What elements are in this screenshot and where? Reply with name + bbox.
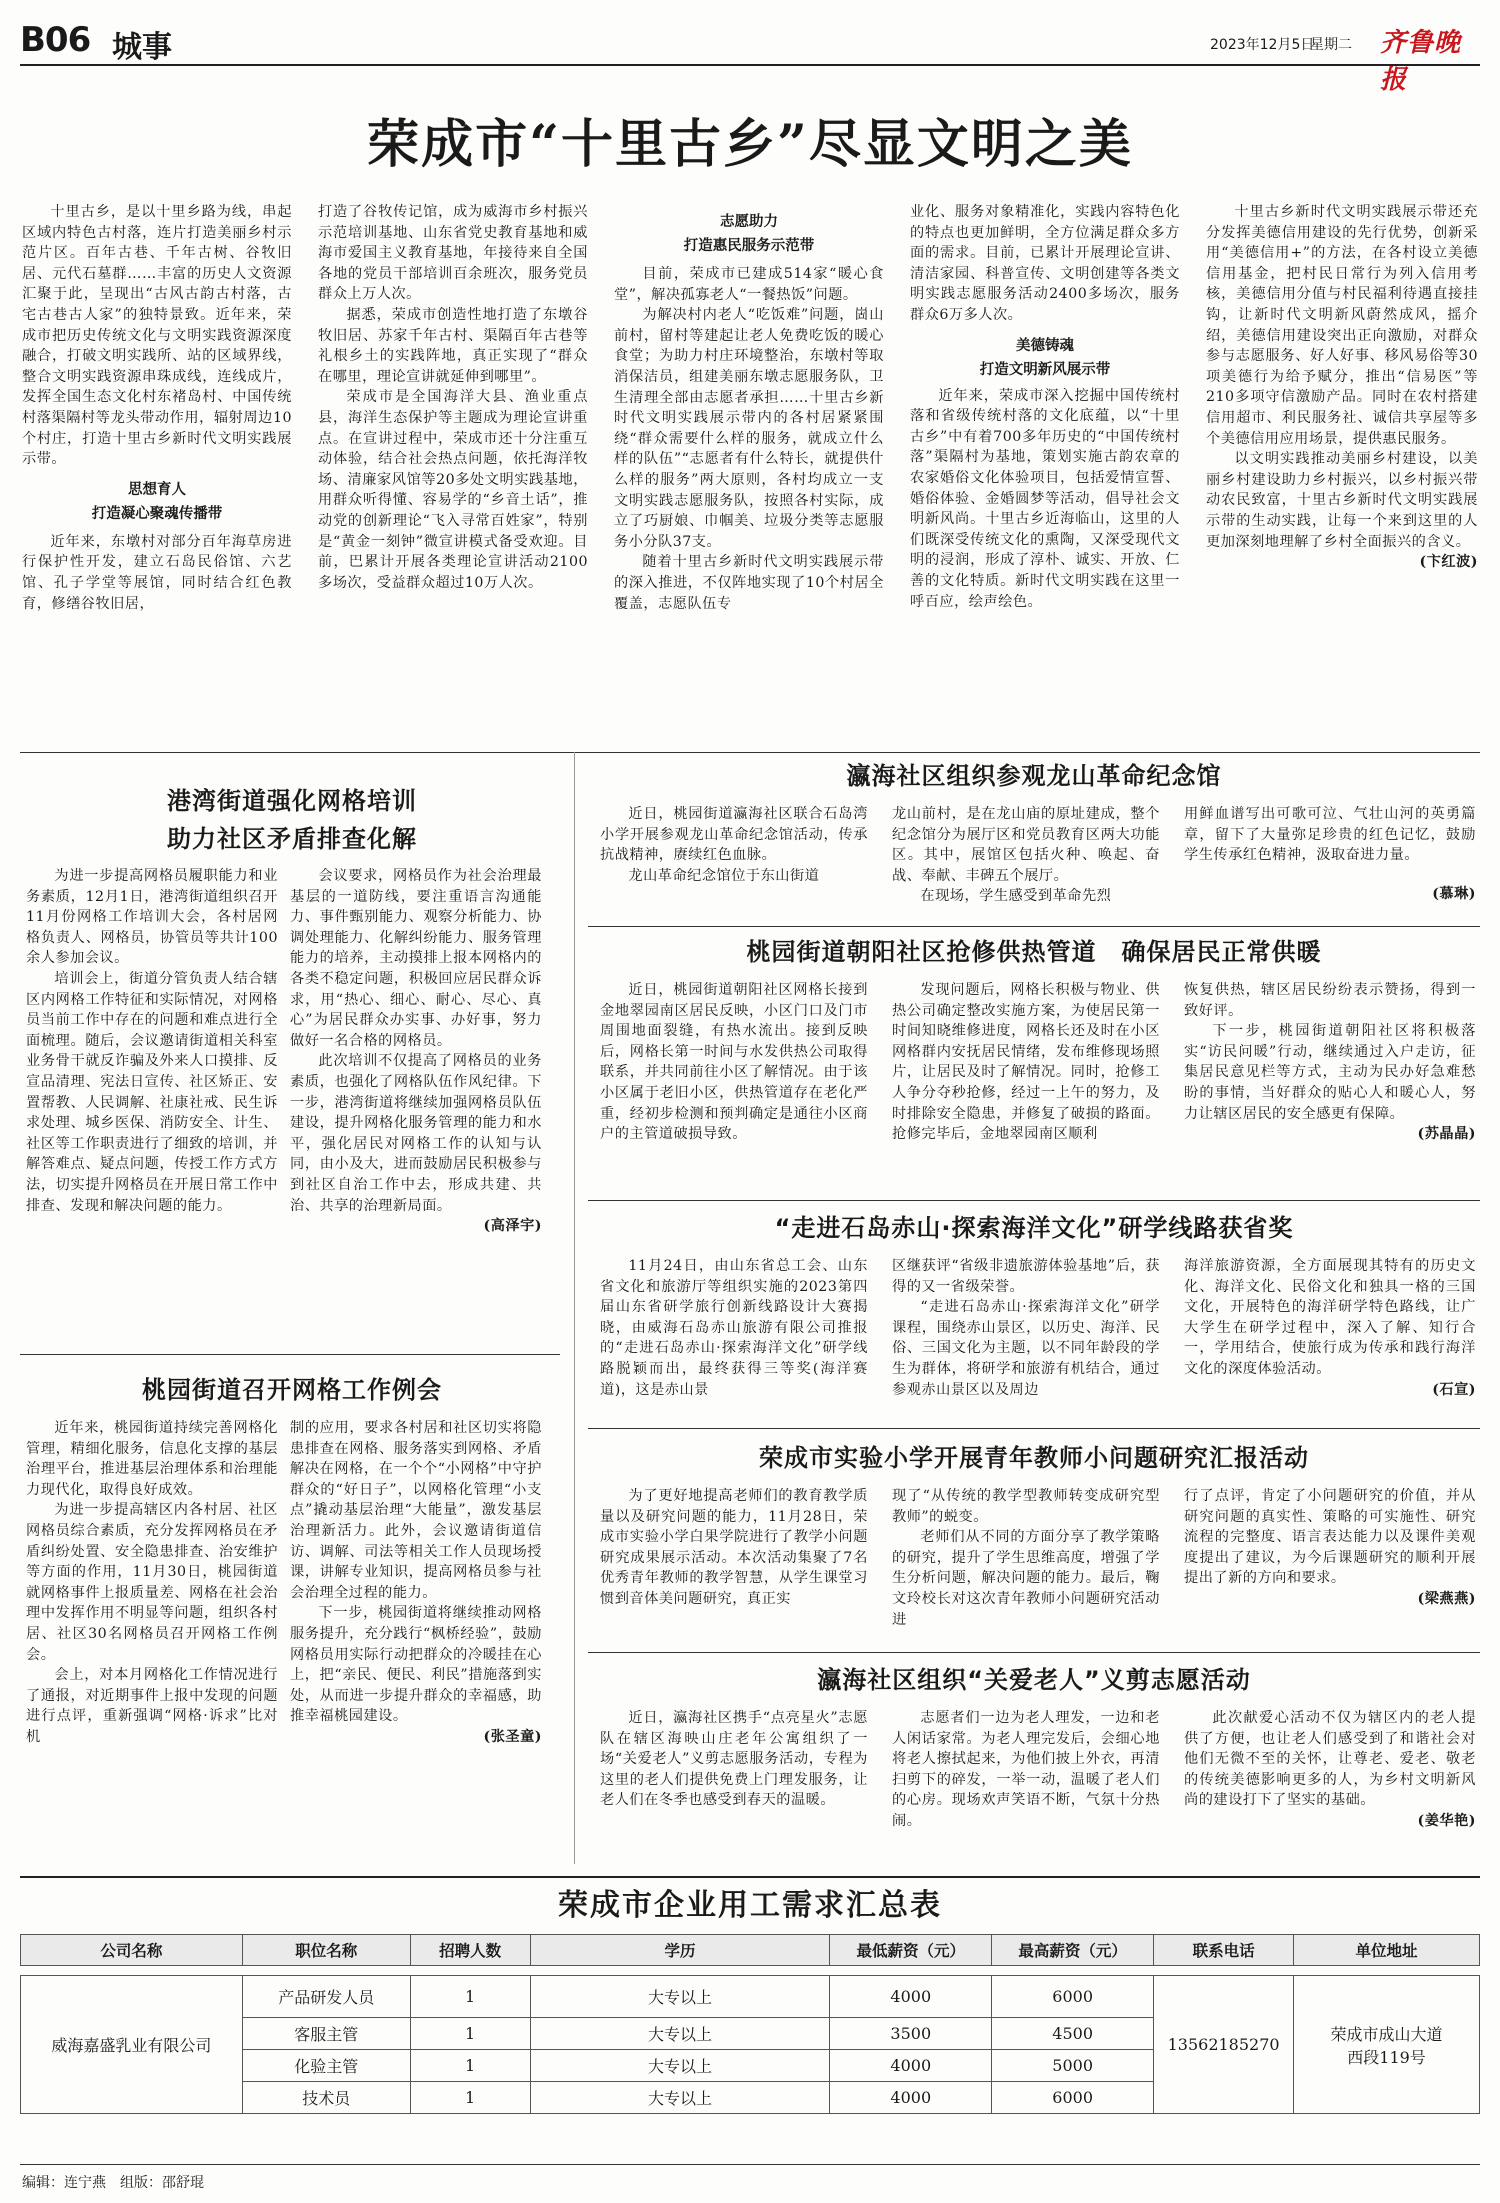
position-cell: 技术员 (242, 2082, 410, 2114)
position-cell: 产品研发人员 (242, 1976, 410, 2018)
taoyuan-col-1 (26, 1418, 278, 1748)
right-divider (588, 1652, 1480, 1653)
position-cell: 客服主管 (242, 2018, 410, 2050)
lead-para: 近年来，东墩村对部分百年海草房进行保护性开发，建立石岛民俗馆、六艺馆、孔子学堂等展馆，同时结合红色教育，修缮谷牧旧居， (22, 533, 292, 612)
footer-rule (20, 2164, 1480, 2165)
heating-para: 恢复供热，辖区居民纷纷表示赞扬，得到一致好评。 (1184, 982, 1476, 1019)
taoyuan-para: 制的应用，要求各村居和社区切实将隐患排查在网格、服务落实到网格、矛盾解决在网格，在一个个“小网格”中守护群众的“好日子”，以网格化管理“小支点”撬动基层治理“大能量”，激发基层治理新活力。此外，会议邀请街道信访、调解、司法等相关工作人员现场授课，讲解专业知识，提高网格员参与社会治理全过程的能力。 (290, 1420, 542, 1601)
editor-credit: 编辑：连宁燕 组版：邵舒琨 (22, 2175, 204, 2191)
column-rule (574, 752, 575, 1864)
lead-subhead-3-b: 打造文明新风展示带 (979, 361, 1111, 378)
study-para: 区继获评“省级非遗旅游体验基地”后，获得的又一省级荣誉。 (892, 1258, 1160, 1295)
position-cell: 化验主管 (242, 2050, 410, 2082)
byline: (张圣童) (483, 1728, 542, 1745)
longshan-para: 龙山前村，是在龙山庙的原址建成，整个纪念馆分为展厅区和党员教育区两大功能区。其中，展馆区包括火种、唤起、奋战、奉献、丰碑五个展厅。 (892, 806, 1160, 884)
gangwan-para: 为进一步提高网格员履职能力和业务素质，12月1日，港湾街道组织召开11月份网格工作培训大会，各村居网格负责人、网格员，协管员等共计100余人参加会议。 (26, 868, 278, 967)
lead-col-4 (910, 202, 1180, 612)
gangwan-col-2 (290, 866, 542, 1237)
lead-col-5 (1206, 202, 1478, 573)
address-line-2: 西段119号 (1347, 2047, 1426, 2067)
header-rule (20, 64, 1480, 66)
jobs-table-wrap (20, 1934, 1480, 2114)
heating-para: 发现问题后，网格长积极与物业、供热公司确定整改实施方案，为使居民第一时间知晓维修进度，网格长还及时在小区网格群内安抚居民情绪，发布维修现场照片，让居民及时了解情况。同时，抢修工人争分夺秒抢修，经过一上午的努力，及时排除安全隐患，并修复了破损的路面。抢修完毕后，金地翠园南区顺利 (892, 982, 1160, 1143)
lead-para: 为解决村内老人“吃饭难”问题，崮山前村，留村等建起让老人免费吃饭的暖心食堂；为助力村庄环境整治，东墩村等取消保洁员，组建美丽东墩志愿服务队，卫生清理全部由志愿者承担……十里古乡新时代文明实践展示带内的各村居紧紧围绕“群众需要什么样的服务，就成立什么样的队伍”“志愿者有什么特长，就提供什么样的服务”两大原则，各村均成立一支文明实践志愿服务队，按照各村实际，成立了巧厨娘、巾帼美、垃圾分类等志愿服务小分队37支。 (614, 307, 884, 550)
longshan-col-1 (600, 804, 868, 886)
heating-col-3 (1184, 980, 1476, 1145)
lead-subhead-3-a: 美德铸魂 (1016, 337, 1074, 354)
lead-headline: 荣成市“十里古乡”尽显文明之美 (367, 114, 1133, 175)
max-salary-cell: 4500 (992, 2018, 1154, 2050)
right-divider (588, 926, 1480, 927)
gangwan-para: 此次培训不仅提高了网格员的业务素质，也强化了网格队伍作风纪律。下一步，港湾街道将继续加强网格员队伍建设，提升网格化服务管理的能力和水平，强化居民对网格工作的认知与认同，由小及大，进而鼓励居民积极参与到社区自治工作中去，形成共建、共治、共享的治理新局面。 (290, 1053, 542, 1214)
lead-subhead-3 (910, 334, 1180, 382)
count-cell: 1 (410, 2050, 530, 2082)
gangwan-title-l2: 助力社区矛盾排查化解 (167, 825, 417, 853)
papercut-para: 此次献爱心活动不仅为辖区内的老人提供了方便，也让老人们感受到了和谐社会对他们无微不至的关怀，让尊老、爱老、敬老的传统美德影响更多的人，为乡村文明新风尚的建设打下了坚实的基础。 (1184, 1710, 1476, 1809)
gangwan-col-1 (26, 866, 278, 1216)
papercut-para: 近日，瀛海社区携手“点亮星火”志愿队在辖区海映山庄老年公寓组织了一场“关爱老人”义剪志愿服务活动，专程为这里的老人们提供免费上门理发服务，让老人们在冬季也感受到春天的温暖。 (600, 1710, 868, 1809)
longshan-col-3 (1184, 804, 1476, 904)
teachers-para: 为了更好地提高老师们的教育教学质量以及研究问题的能力，11月28日，荣成市实验小学白果学院进行了教学小问题研究成果展示活动。本次活动集聚了7名优秀青年教师的教学智慧，从学生课堂习惯到音体美问题研究，真正实 (600, 1488, 868, 1607)
study-col-1 (600, 1256, 868, 1400)
study-col-2 (892, 1256, 1160, 1400)
taoyuan-col-2 (290, 1418, 542, 1748)
papercut-col-2 (892, 1708, 1160, 1832)
header-address: 单位地址 (1294, 1935, 1480, 1966)
weekday: 星期二 (1310, 37, 1352, 53)
lead-para: 荣成市是全国海洋大县、渔业重点县，海洋生态保护等主题成为理论宣讲重点。在宣讲过程中，荣成市还十分注重互动体验，结合社会热点问题，依托海洋牧场、清廉家风馆等20多处文明实践基地，用群众听得懂、容易学的“乡音土话”，推动党的创新理论“飞入寻常百姓家”，特别是“黄金一刻钟”微宣讲模式备受欢迎。目前，巴累计开展各类理论宣讲活动2100多场次，受益群众超过10万人次。 (318, 389, 588, 591)
max-salary-cell: 6000 (992, 1976, 1154, 2018)
min-salary-cell: 4000 (830, 2082, 992, 2114)
phone-cell: 13562185270 (1154, 1976, 1294, 2114)
byline: (梁燕燕) (1417, 1590, 1476, 1607)
gangwan-para: 会议要求，网格员作为社会治理最基层的一道防线，要注重语言沟通能力、事件甄别能力、观察分析能力、协调处理能力、化解纠纷能力、服务管理能力的培养，主动摸排上报本网格内的各类不稳定问题，积极回应居民群众诉求，用“热心、细心、耐心、尽心、真心”为居民群众办实事、办好事，努力做好一名合格的网格员。 (290, 868, 542, 1049)
count-cell: 1 (410, 1976, 530, 2018)
header-max-salary: 最高薪资（元） (992, 1935, 1154, 1966)
teachers-para: 现了“从传统的教学型教师转变成研究型教师”的蜕变。 (892, 1488, 1160, 1525)
papercut-para: 志愿者们一边为老人理发，一边和老人闲话家常。为老人理完发后，会细心地将老人擦拭起来，为他们披上外衣，再清扫剪下的碎发，一举一动，温暖了老人们的心房。现场欢声笑语不断，气氛十分热闹。 (892, 1710, 1160, 1829)
header-count: 招聘人数 (410, 1935, 530, 1966)
section-name: 城事 (112, 30, 172, 65)
teachers-col-3 (1184, 1486, 1476, 1610)
lead-subhead-1 (22, 478, 292, 526)
jobs-title: 荣成市企业用工需求汇总表 (558, 1888, 942, 1923)
papercut-col-1 (600, 1708, 868, 1811)
address-cell (1294, 1976, 1480, 2114)
byline: (姜华艳) (1417, 1812, 1476, 1829)
header-company: 公司名称 (21, 1935, 243, 1966)
lead-para: 随着十里古乡新时代文明实践展示带的深入推进，不仅阵地实现了10个村居全覆盖，志愿队伍专 (614, 554, 884, 612)
papercut-col-3 (1184, 1708, 1476, 1832)
taoyuan-para: 下一步，桃园街道将继续推动网格服务提升，充分践行“枫桥经验”，鼓励网格员用实际行动把群众的冷暖挂在心上，把“亲民、便民、利民”措施落到实处，从而进一步提升群众的幸福感，助推幸福桃园建设。 (290, 1605, 542, 1725)
byline: (石宣) (1432, 1381, 1476, 1398)
header-min-salary: 最低薪资（元） (830, 1935, 992, 1966)
teachers-para: 老师们从不同的方面分享了教学策略的研究，提升了学生思维高度，增强了学生分析问题，解决问题的能力。最后，鞠文玲校长对这次青年教师小问题研究活动进 (892, 1529, 1160, 1628)
lead-para: 业化、服务对象精准化，实践内容特色化的特点也更加鲜明，全方位满足群众多方面的需求。目前，已累计开展理论宣讲、清洁家园、科普宣传、文明创建等各类文明实践志愿服务活动2400多场次，服务群众6万多人次。 (910, 204, 1180, 323)
max-salary-cell: 5000 (992, 2050, 1154, 2082)
byline: (高泽宇) (483, 1218, 542, 1235)
lead-para: 十里古乡新时代文明实践展示带还充分发挥美德信用建设的先行优势，创新采用“美德信用+”的方法，在各村设立美德信用基金，把村民日常行为列入信用考核，美德信用分值与村民福利待遇直接挂钩，让新时代文明新风蔚然成风，摇介绍，美德信用建设突出正向激励，对群众参与志愿服务、好人好事、移风易俗等30项美德行为给予赋分，推出“信易医”等210多项守信激励产品。同时在农村搭建信用超市、利民服务社、诚信共享屋等多个美德信用应用场景，提供惠民服务。 (1206, 204, 1478, 447)
lead-col-1 (22, 202, 292, 614)
lead-para: 十里古乡，是以十里乡路为线，串起区域内特色古村落，连片打造美丽乡村示范片区。百年古巷、千年古树、谷牧旧居、元代石墓群……丰富的历史人文资源汇聚于此，呈现出“古风古韵古村落，古宅古巷古人家”的独特景致。近年来，荣成市把历史传统文化与文明实践资源深度融合，打破文明实践所、站的区域界线，整合文明实践资源串珠成线，连线成片，发挥全国生态文化村东褚岛村、中国传统村落渠隔村等龙头带动作用，辐射周边10个村庄，打造十里古乡新时代文明实践展示带。 (22, 204, 292, 468)
min-salary-cell: 3500 (830, 2018, 992, 2050)
page-header (20, 18, 1480, 95)
min-salary-cell: 4000 (830, 1976, 992, 2018)
byline: (苏晶晶) (1417, 1126, 1476, 1143)
study-para: 海洋旅游资源，全方面展现其特有的历史文化、海洋文化、民俗文化和独具一格的三国文化，开展特色的海洋研学特色路线，让广大学生在研学过程中，深入了解、知行合一，学用结合，使旅行成为传承和践行海洋文化的深度体验活动。 (1184, 1258, 1476, 1377)
header-education: 学历 (530, 1935, 830, 1966)
education-cell: 大专以上 (530, 2018, 830, 2050)
lead-subhead-2-a: 志愿助力 (720, 214, 778, 230)
education-cell: 大专以上 (530, 2050, 830, 2082)
teachers-col-2 (892, 1486, 1160, 1630)
count-cell: 1 (410, 2018, 530, 2050)
lead-para: 近年来，荣成市深入挖掘中国传统村落和省级传统村落的文化底蕴，以“十里古乡”中有着700多年历史的“中国传统村落”渠隔村为基地，策划实施古韵农章的农家婚俗文化体验项目，包括爱情宣誓、婚俗体验、金婚圆梦等活动，倡导社会文明新风尚。十里古乡近海临山，这里的人们既深受传统文化的熏陶，又深受现代文明的浸润，形成了淳朴、诚实、开放、仁善的文化特质。新时代文明实践在这里一呼百应，绘声绘色。 (910, 387, 1180, 610)
longshan-para: 用鲜血谱写出可歌可泣、气壮山河的英勇篇章，留下了大量弥足珍贵的红色记忆，鼓励学生传承红色精神，汲取奋进力量。 (1184, 806, 1476, 864)
longshan-para: 龙山革命纪念馆位于东山街道 (628, 867, 820, 884)
company-cell: 威海嘉盛乳业有限公司 (21, 1976, 243, 2114)
longshan-title: 瀛海社区组织参观龙山革命纪念馆 (846, 762, 1222, 790)
lead-subhead-1-a: 思想育人 (128, 481, 186, 498)
lead-subhead-2-b: 打造惠民服务示范带 (683, 238, 815, 254)
longshan-para: 近日，桃园街道瀛海社区联合石岛湾小学开展参观龙山革命纪念馆活动，传承抗战精神，赓续红色血脉。 (600, 806, 868, 864)
table-spacer-row (21, 1966, 1480, 1976)
taoyuan-para: 会上，对本月网格化工作情况进行了通报，对近期事件上报中发现的问题进行点评，重新强调“网格·诉求”比对机 (26, 1667, 278, 1745)
heating-para: 近日，桃园街道朝阳社区网格长接到金地翠园南区居民反映，小区门口及门市周围地面裂缝，有热水流出。接到反映后，网格长第一时间与水发供热公司取得联系，并共同前往小区了解情况。由于该小区属于老旧小区，供热管道存在老化严重，经初步检测和预判确定是通往小区商户的主管道破损导致。 (600, 982, 868, 1143)
education-cell: 大专以上 (530, 2082, 830, 2114)
taoyuan-title: 桃园街道召开网格工作例会 (142, 1376, 442, 1404)
page-number: B06 (20, 20, 91, 60)
lead-para: 打造了谷牧传记馆，成为威海市乡村振兴示范培训基地、山东省党史教育基地和威海市爱国主义教育基地，年接待来自全国各地的党员干部培训百余班次，服务党员群众上万人次。 (318, 204, 588, 303)
table-top-rule (20, 1876, 1480, 1878)
byline: (慕琳) (1432, 885, 1476, 902)
study-col-3 (1184, 1256, 1476, 1400)
lead-col-3 (614, 210, 884, 614)
address-line-1: 荣成市成山大道 (1330, 2024, 1443, 2044)
byline: (卞红波) (1419, 554, 1478, 571)
lead-subhead-2 (614, 210, 884, 258)
min-salary-cell: 4000 (830, 2050, 992, 2082)
longshan-para: 在现场，学生感受到革命先烈 (920, 888, 1112, 905)
section-divider (20, 752, 1480, 753)
study-title: “走进石岛赤山·探索海洋文化”研学线路获省奖 (774, 1214, 1294, 1242)
study-para: “走进石岛赤山·探索海洋文化”研学课程，围绕赤山景区，以历史、海洋、民俗、三国文化为主题，以不同年龄段的学生为群体，将研学和旅游有机结合，通过参观赤山景区以及周边 (892, 1299, 1160, 1398)
education-cell: 大专以上 (530, 1976, 830, 2018)
lead-subhead-1-b: 打造凝心聚魂传播带 (91, 505, 223, 522)
gangwan-title-l1: 港湾街道强化网格培训 (167, 787, 417, 815)
teachers-para: 行了点评，肯定了小问题研究的价值，并从研究问题的真实性、策略的可实施性、研究流程的完整度、语言表达能力以及课件美观度提出了建议，为今后课题研究的顺利开展提出了新的方向和要求。 (1184, 1488, 1476, 1587)
papercut-title: 瀛海社区组织“关爱老人”义剪志愿活动 (817, 1666, 1251, 1694)
lead-para: 以文明实践推动美丽乡村建设，以美丽乡村建设助力乡村振兴，以乡村振兴带动农民致富，十里古乡新时代文明实践展示带的生动实践，让每一个来到这里的人更加深刻地理解了乡村全面振兴的含义。 (1206, 451, 1478, 550)
lead-para: 据悉，荣成市创造性地打造了东墩谷牧旧居、苏家千年古村、渠隔百年古巷等礼根乡土的实践阵地，真正实现了“群众在哪里，理论宣讲就延伸到哪里”。 (318, 306, 588, 385)
header-position: 职位名称 (242, 1935, 410, 1966)
paper-logo: 齐鲁晚报 (1380, 28, 1462, 95)
gangwan-para: 培训会上，街道分管负责人结合辖区内网格工作特征和实际情况，对网格员当前工作中存在的问题和难点进行全面梳理。随后，会议邀请街道相关科室业务骨干就反诈骗及外来人口摸排、反宣品清理、宪法日宣传、社区矫正、安置帮教、人民调解、社康社戒、民生诉求处理、城乡医保、消防安全、计生、社区等工作职责进行了细致的培训，并解答难点、疑点问题，传授工作方式方法，切实提升网格员在开展日常工作中排查、发现和解决问题的能力。 (26, 970, 278, 1214)
heating-title: 桃园街道朝阳社区抢修供热管道 确保居民正常供暖 (746, 938, 1322, 966)
left-divider (20, 1354, 560, 1355)
gangwan-title (22, 782, 562, 858)
lead-para: 目前，荣成市已建成514家“暖心食堂”，解决孤寡老人“一餐热饭”问题。 (614, 266, 884, 303)
lead-col-2 (318, 202, 588, 593)
header-phone: 联系电话 (1154, 1935, 1294, 1966)
teachers-title: 荣成市实验小学开展青年教师小问题研究汇报活动 (759, 1444, 1309, 1472)
table-header-row (21, 1935, 1480, 1966)
longshan-col-2 (892, 804, 1160, 907)
count-cell: 1 (410, 2082, 530, 2114)
table-row (21, 1976, 1480, 2018)
study-para: 11月24日，由山东省总工会、山东省文化和旅游厅等组织实施的2023第四届山东省研学旅行创新线路设计大赛揭晓，由威海石岛赤山旅游有限公司推报的“走进石岛赤山·探索海洋文化”研学线路脱颖而出，最终获得三等奖(海洋赛道)，这是赤山景 (600, 1258, 868, 1398)
right-divider (588, 1200, 1480, 1201)
right-divider (588, 1428, 1480, 1429)
heating-col-1 (600, 980, 868, 1145)
taoyuan-para: 为进一步提高辖区内各村居、社区网格员综合素质，充分发挥网格员在矛盾纠纷处置、安全隐患排查、治安维护等方面的作用，11月30日，桃园街道就网格事件上报质量差、网格在社会治理中发挥作用不明显等问题，组织各村居、社区30名网格员召开网格工作例会。 (26, 1502, 278, 1663)
jobs-table (20, 1934, 1480, 2114)
heating-para: 下一步，桃园街道朝阳社区将积极落实“访民问暖”行动，继续通过入户走访，征集居民意见栏等方式，主动为民办好急难愁盼的事情，当好群众的贴心人和暖心人，努力让辖区居民的安全感更有保障。 (1184, 1023, 1476, 1122)
heating-col-2 (892, 980, 1160, 1145)
taoyuan-para: 近年来，桃园街道持续完善网格化管理，精细化服务，信息化支撑的基层治理平台，推进基层治理体系和治理能力现代化，取得良好成效。 (26, 1420, 278, 1498)
max-salary-cell: 6000 (992, 2082, 1154, 2114)
issue-date: 2023年12月5日 (1210, 37, 1315, 53)
teachers-col-1 (600, 1486, 868, 1610)
